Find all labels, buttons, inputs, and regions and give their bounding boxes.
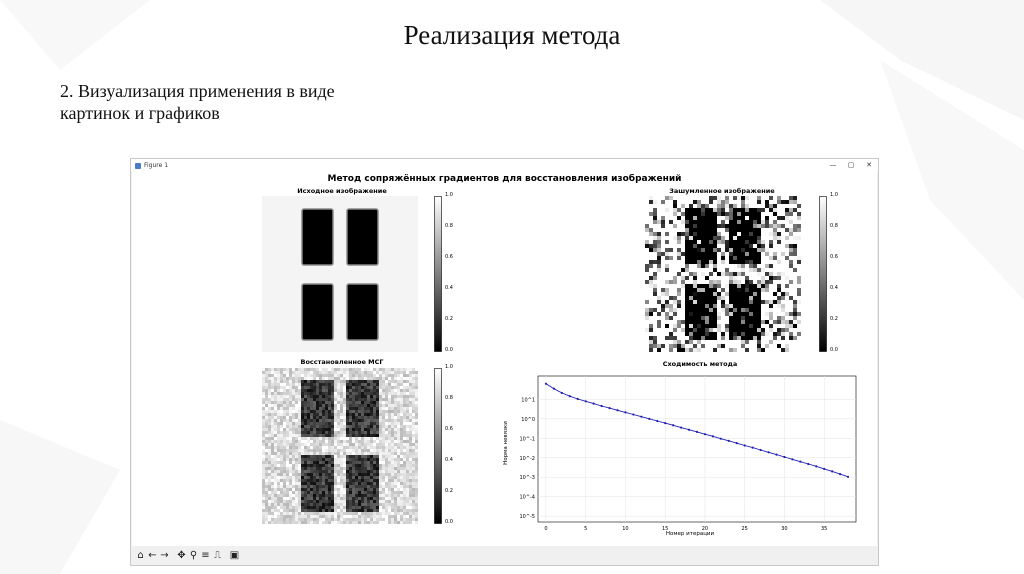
figure-canvas xyxy=(132,172,877,561)
data-point xyxy=(839,473,841,475)
data-point xyxy=(561,392,563,394)
data-point xyxy=(680,426,682,428)
cbar-tick: 0.4 xyxy=(830,285,838,291)
data-point xyxy=(767,451,769,453)
zoom-icon[interactable]: ⚲ xyxy=(189,550,198,561)
data-point xyxy=(728,440,730,442)
configure-subplots-icon[interactable]: ≡ xyxy=(201,550,210,561)
slide-text xyxy=(60,80,335,124)
data-point xyxy=(624,411,626,413)
close-button[interactable]: ✕ xyxy=(866,161,872,169)
window-title: Figure 1 xyxy=(144,162,169,169)
y-tick-label: 10^-3 xyxy=(519,475,535,482)
panel-title-restored: Восстановленное МСГ xyxy=(300,358,384,366)
x-tick-label: 20 xyxy=(701,526,709,532)
cbar-tick: 0.2 xyxy=(445,316,453,322)
slide-text-line-2: картинок и графиков xyxy=(60,103,220,123)
data-point xyxy=(664,422,666,424)
y-tick-label: 10^-5 xyxy=(519,514,535,521)
x-tick-label: 0 xyxy=(544,526,548,532)
cbar-tick: 0.6 xyxy=(445,426,453,432)
save-icon[interactable]: ▣ xyxy=(229,550,240,561)
cbar-tick: 1.0 xyxy=(445,192,453,198)
data-point xyxy=(744,444,746,446)
minimize-button[interactable]: — xyxy=(829,161,837,169)
chart-ylabel: Норма невязки xyxy=(502,421,509,465)
data-point xyxy=(720,438,722,440)
slide-title: Реализация метода xyxy=(403,20,621,50)
data-point xyxy=(712,435,714,437)
window-titlebar xyxy=(131,159,878,172)
window-controls xyxy=(824,159,878,172)
colorbar-restored xyxy=(434,368,442,524)
convergence-chart xyxy=(510,368,870,532)
data-point xyxy=(815,465,817,467)
cbar-tick: 0.8 xyxy=(445,395,453,401)
noisy-image xyxy=(645,196,801,352)
figure-window xyxy=(130,158,879,566)
original-image xyxy=(262,196,418,352)
data-point xyxy=(585,400,587,402)
app-icon xyxy=(135,163,141,169)
chart-xlabel: Номер итерации xyxy=(665,531,715,537)
data-point xyxy=(799,461,801,463)
cbar-tick: 0.0 xyxy=(445,519,453,525)
data-point xyxy=(601,405,603,407)
data-point xyxy=(672,424,674,426)
colorbar-original xyxy=(434,196,442,352)
y-tick-label: 10^-4 xyxy=(519,494,535,501)
cbar-tick: 0.2 xyxy=(445,488,453,494)
cbar-tick: 1.0 xyxy=(830,192,838,198)
cbar-tick: 0.4 xyxy=(445,285,453,291)
data-point xyxy=(577,398,579,400)
cbar-tick: 0.2 xyxy=(830,316,838,322)
data-point xyxy=(783,456,785,458)
x-tick-label: 35 xyxy=(821,526,828,532)
data-point xyxy=(831,470,833,472)
data-point xyxy=(696,431,698,433)
cbar-tick: 0.8 xyxy=(445,223,453,229)
x-tick-label: 25 xyxy=(741,526,748,532)
cbar-tick: 0.4 xyxy=(445,457,453,463)
chart-title: Сходимость метода xyxy=(662,360,738,368)
x-tick-label: 15 xyxy=(662,526,669,532)
data-point xyxy=(632,413,634,415)
back-arrow-icon[interactable]: ← xyxy=(148,550,157,561)
edit-axes-icon[interactable]: ⎍ xyxy=(214,550,221,561)
data-point xyxy=(847,476,849,478)
data-point xyxy=(704,433,706,435)
cbar-tick: 0.8 xyxy=(830,223,838,229)
panel-title-noisy: Зашумленное изображение xyxy=(669,187,775,195)
figure-suptitle: Метод сопряжённых градиентов для восстановления изображений xyxy=(327,174,682,184)
data-point xyxy=(553,388,555,390)
y-tick-label: 10^1 xyxy=(521,397,535,404)
data-point xyxy=(640,416,642,418)
cbar-tick: 0.6 xyxy=(830,254,838,260)
data-point xyxy=(823,468,825,470)
panel-title-original: Исходное изображение xyxy=(297,187,387,195)
colorbar-noisy xyxy=(819,196,827,352)
data-point xyxy=(608,407,610,409)
data-point xyxy=(688,429,690,431)
forward-arrow-icon[interactable]: → xyxy=(160,550,169,561)
y-tick-label: 10^0 xyxy=(521,416,535,423)
data-point xyxy=(656,420,658,422)
data-point xyxy=(616,409,618,411)
cbar-tick: 0.6 xyxy=(445,254,453,260)
cbar-tick: 0.0 xyxy=(445,347,453,353)
data-point xyxy=(593,403,595,405)
slide-text-line-1: 2. Визуализация применения в виде xyxy=(60,81,335,101)
home-icon[interactable]: ⌂ xyxy=(137,550,144,561)
x-tick-label: 5 xyxy=(584,526,588,532)
data-point xyxy=(545,383,547,385)
y-tick-label: 10^-1 xyxy=(519,436,535,443)
cbar-tick: 0.0 xyxy=(830,347,838,353)
data-point xyxy=(648,418,650,420)
data-point xyxy=(775,454,777,456)
y-tick-label: 10^-2 xyxy=(519,455,535,462)
restored-image xyxy=(262,368,418,524)
data-point xyxy=(760,449,762,451)
data-point xyxy=(736,442,738,444)
data-point xyxy=(569,395,571,397)
pan-icon[interactable]: ✥ xyxy=(177,550,186,561)
x-tick-label: 10 xyxy=(622,526,629,532)
data-point xyxy=(807,463,809,465)
matplotlib-toolbar xyxy=(132,546,877,565)
maximize-button[interactable]: ▢ xyxy=(847,161,855,169)
data-point xyxy=(752,447,754,449)
x-tick-label: 30 xyxy=(781,526,788,532)
cbar-tick: 1.0 xyxy=(445,364,453,370)
data-point xyxy=(791,458,793,460)
